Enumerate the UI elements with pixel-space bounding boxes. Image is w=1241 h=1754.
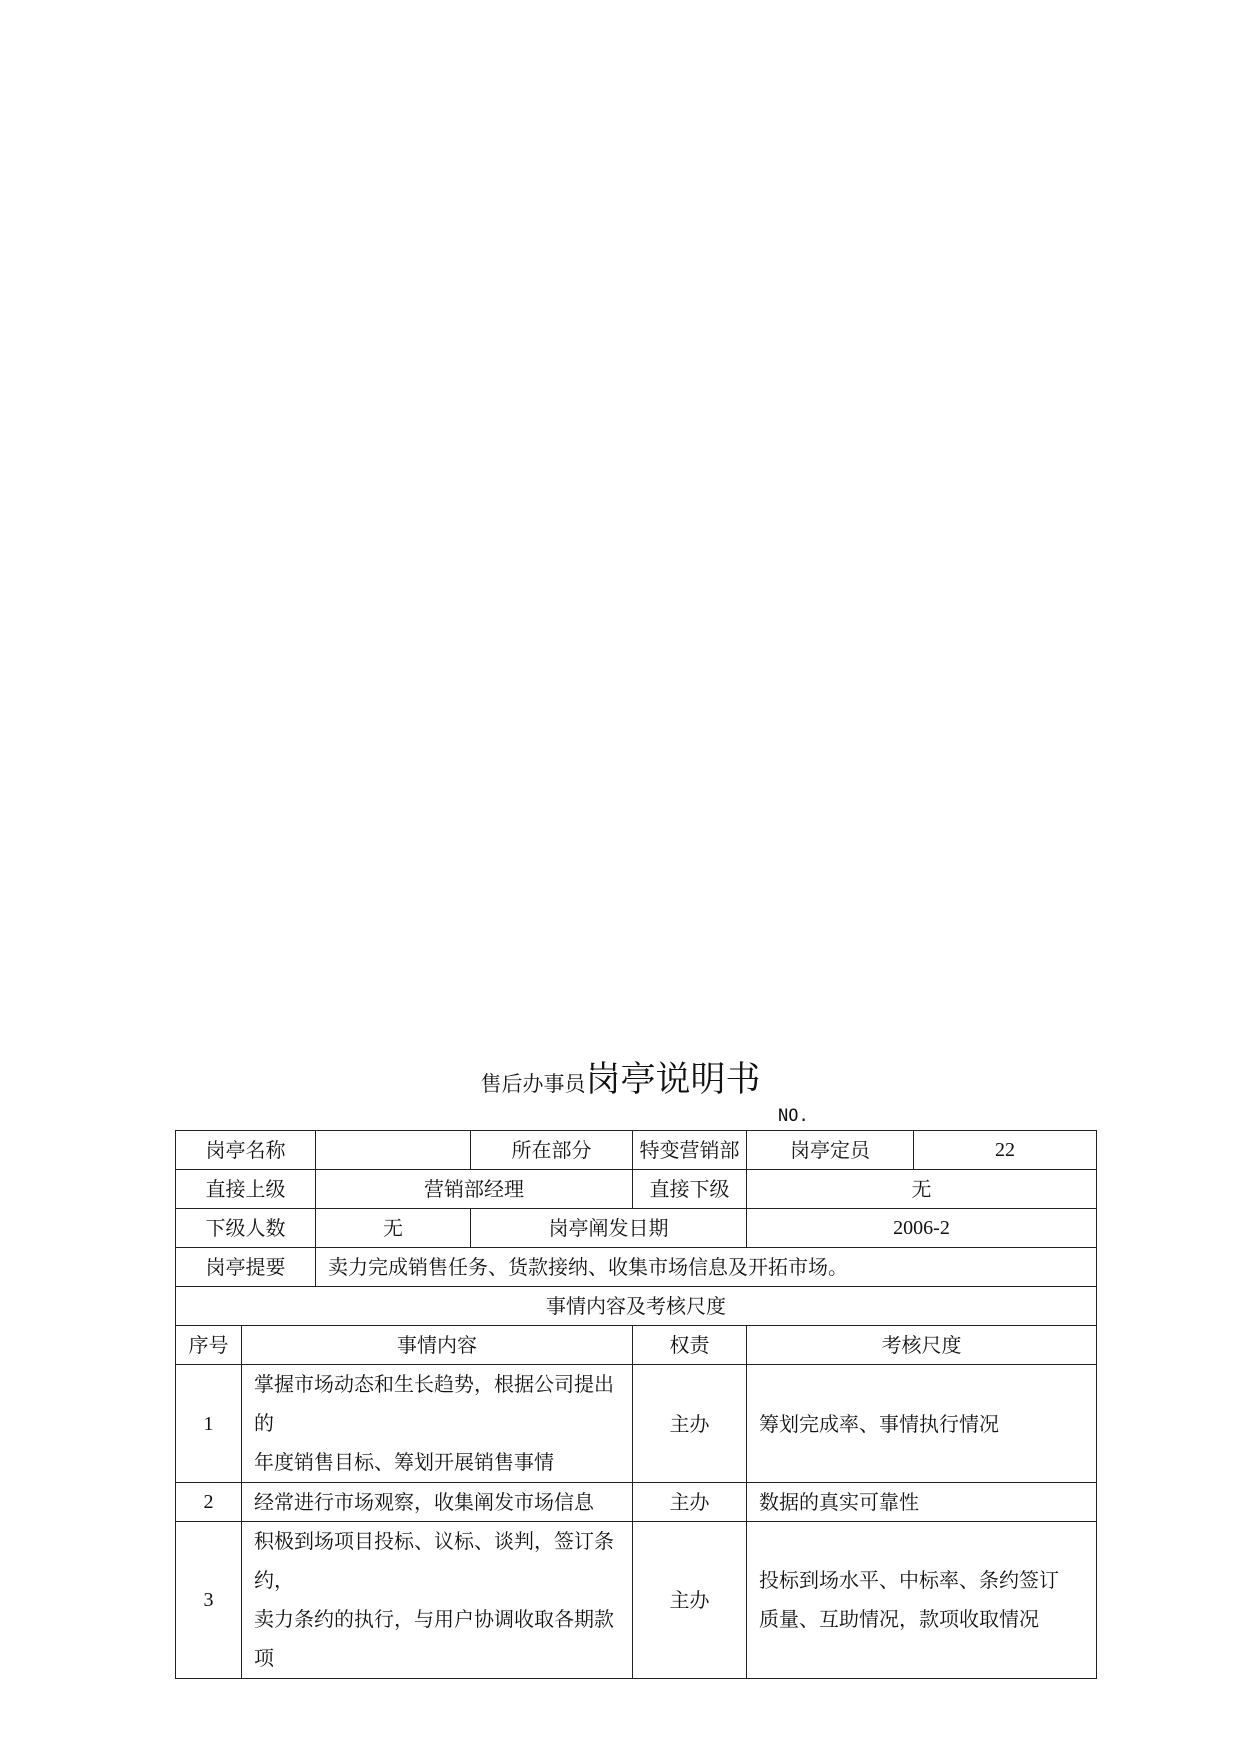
table-row <box>176 1131 1097 1170</box>
table-row <box>176 1248 1097 1287</box>
superior-value: 营销部经理 <box>316 1170 633 1209</box>
column-header-criteria: 考核尺度 <box>747 1326 1097 1365</box>
column-header-seq: 序号 <box>176 1326 242 1365</box>
table-row <box>176 1287 1097 1326</box>
title-prefix: 售后办事员 <box>480 1072 586 1096</box>
headcount-label: 岗亭定员 <box>747 1131 914 1170</box>
row-content <box>242 1365 633 1483</box>
row-seq: 3 <box>176 1522 242 1679</box>
superior-label: 直接上级 <box>176 1170 316 1209</box>
row-content <box>242 1483 633 1522</box>
row-criteria-line: 投标到场水平、中标率、条约签订 <box>759 1568 1059 1592</box>
sub-count-label: 下级人数 <box>176 1209 316 1248</box>
position-name-label: 岗亭名称 <box>176 1131 316 1170</box>
row-authority: 主办 <box>633 1365 747 1483</box>
row-content <box>242 1522 633 1679</box>
row-criteria <box>747 1522 1097 1679</box>
summary-label: 岗亭提要 <box>176 1248 316 1287</box>
table-header-row <box>176 1326 1097 1365</box>
row-authority: 主办 <box>633 1483 747 1522</box>
row-criteria <box>747 1483 1097 1522</box>
title-main: 岗亭说明书 <box>585 1060 761 1100</box>
department-value: 特变营销部 <box>633 1131 747 1170</box>
row-seq: 1 <box>176 1365 242 1483</box>
column-header-authority: 权责 <box>633 1326 747 1365</box>
row-criteria-line: 筹划完成率、事情执行情况 <box>759 1411 999 1436</box>
sub-count-value: 无 <box>316 1209 471 1248</box>
issue-date-label: 岗亭阐发日期 <box>471 1209 747 1248</box>
row-authority: 主办 <box>633 1522 747 1679</box>
row-criteria-line: 质量、互助情况，款项收取情况 <box>759 1607 1039 1631</box>
row-content-line: 经常进行市场观察，收集阐发市场信息 <box>254 1490 594 1514</box>
section-title: 事情内容及考核尺度 <box>176 1287 1097 1326</box>
row-content-line: 卖力条约的执行，与用户协调收取各期款项 <box>254 1607 614 1670</box>
row-content-line: 年度销售目标、筹划开展销售事情 <box>254 1450 554 1474</box>
issue-date-value: 2006-2 <box>747 1209 1097 1248</box>
row-criteria <box>747 1365 1097 1483</box>
subordinate-value: 无 <box>747 1170 1097 1209</box>
subordinate-label: 直接下级 <box>633 1170 747 1209</box>
table-row <box>176 1365 1097 1483</box>
department-label: 所在部分 <box>471 1131 633 1170</box>
row-content-line: 积极到场项目投标、议标、谈判，签订条约， <box>254 1529 614 1592</box>
document-title <box>0 1052 1241 1102</box>
row-criteria-line: 数据的真实可靠性 <box>759 1490 919 1514</box>
table-row <box>176 1170 1097 1209</box>
doc-number-label: NO. <box>778 1106 809 1126</box>
headcount-value: 22 <box>914 1131 1097 1170</box>
column-header-content: 事情内容 <box>242 1326 633 1365</box>
row-seq: 2 <box>176 1483 242 1522</box>
table-row <box>176 1209 1097 1248</box>
summary-value: 卖力完成销售任务、货款接纳、收集市场信息及开拓市场。 <box>316 1248 1097 1287</box>
position-name-value <box>316 1131 471 1170</box>
table-row <box>176 1483 1097 1522</box>
job-description-table <box>175 1130 1097 1679</box>
table-row <box>176 1522 1097 1679</box>
row-content-line: 掌握市场动态和生长趋势，根据公司提出的 <box>254 1372 614 1435</box>
